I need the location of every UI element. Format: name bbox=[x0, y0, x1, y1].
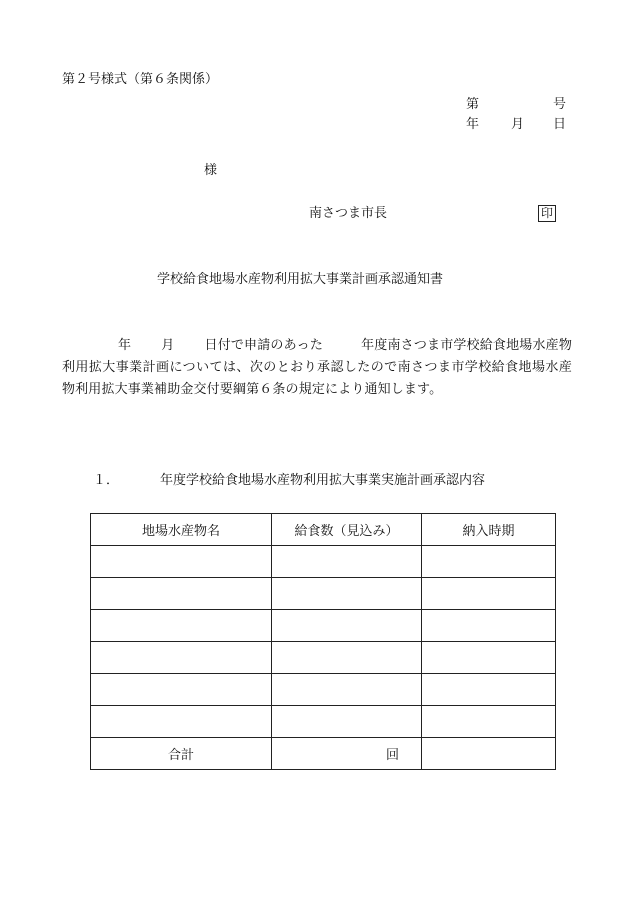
table-cell[interactable] bbox=[272, 610, 422, 642]
seal-stamp bbox=[538, 205, 556, 222]
total-label: 合計 bbox=[91, 738, 272, 770]
total-delivery-cell[interactable] bbox=[422, 738, 556, 770]
seal-stamp-label: 印 bbox=[538, 205, 556, 222]
table-cell[interactable] bbox=[272, 546, 422, 578]
table-row bbox=[91, 546, 556, 578]
table-cell[interactable] bbox=[91, 706, 272, 738]
body-paragraph bbox=[62, 335, 572, 401]
table-cell[interactable] bbox=[422, 610, 556, 642]
approval-table bbox=[90, 513, 556, 770]
addressee-suffix: 様 bbox=[204, 163, 218, 178]
table-cell[interactable] bbox=[422, 642, 556, 674]
table-cell[interactable] bbox=[272, 706, 422, 738]
total-unit: 回 bbox=[272, 738, 422, 770]
body-month: 月 bbox=[161, 338, 175, 353]
table-cell[interactable] bbox=[91, 642, 272, 674]
doc-number-prefix: 第 bbox=[466, 97, 480, 112]
date-year: 年 bbox=[466, 117, 480, 132]
table-row bbox=[91, 706, 556, 738]
body-year: 年 bbox=[118, 338, 132, 353]
header-meal-count: 給食数（見込み） bbox=[272, 514, 422, 546]
table-cell[interactable] bbox=[91, 610, 272, 642]
table-cell[interactable] bbox=[272, 674, 422, 706]
table-cell[interactable] bbox=[422, 578, 556, 610]
table-row bbox=[91, 674, 556, 706]
table-cell[interactable] bbox=[91, 578, 272, 610]
table-cell[interactable] bbox=[91, 674, 272, 706]
header-delivery-period: 納入時期 bbox=[422, 514, 556, 546]
body-main-text: 年度南さつま市学校給食地場水産物利用拡大事業計画については、次のとおり承認したので南さつま市学校給食地場水産物利用拡大事業補助金交付要綱第６条の規定により通知します。 bbox=[62, 338, 573, 397]
body-day-text: 日付で申請のあった bbox=[204, 338, 324, 353]
issuer-name: 南さつま市長 bbox=[309, 206, 388, 221]
section-title: 年度学校給食地場水産物利用拡大事業実施計画承認内容 bbox=[160, 473, 486, 488]
table-total-row bbox=[91, 738, 556, 770]
table-row bbox=[91, 610, 556, 642]
table-cell[interactable] bbox=[422, 706, 556, 738]
header-product-name: 地場水産物名 bbox=[91, 514, 272, 546]
table-cell[interactable] bbox=[272, 578, 422, 610]
document-title: 学校給食地場水産物利用拡大事業計画承認通知書 bbox=[157, 272, 444, 287]
table-row bbox=[91, 642, 556, 674]
table-row bbox=[91, 578, 556, 610]
doc-number-suffix: 号 bbox=[553, 97, 567, 112]
table-header-row bbox=[91, 514, 556, 546]
table-cell[interactable] bbox=[272, 642, 422, 674]
table-cell[interactable] bbox=[422, 674, 556, 706]
section-number: １． bbox=[93, 473, 120, 488]
form-label: 第２号様式（第６条関係） bbox=[62, 72, 219, 87]
date-day: 日 bbox=[553, 117, 567, 132]
table-cell[interactable] bbox=[422, 546, 556, 578]
table-cell[interactable] bbox=[91, 546, 272, 578]
date-month: 月 bbox=[511, 117, 525, 132]
